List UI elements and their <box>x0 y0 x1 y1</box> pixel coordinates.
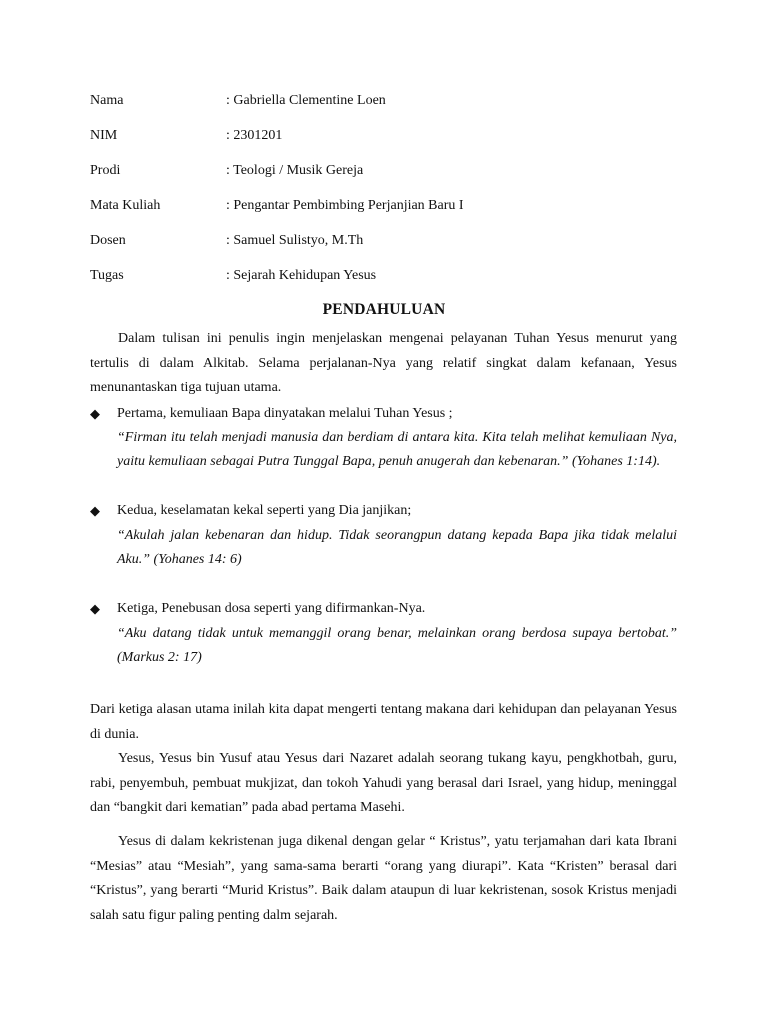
field-value: : Teologi / Musik Gereja <box>226 163 364 178</box>
field-prodi <box>90 161 690 181</box>
field-label: NIM <box>90 128 118 143</box>
field-label: Tugas <box>90 268 124 283</box>
field-value: : 2301201 <box>226 128 283 143</box>
field-tugas <box>90 266 690 286</box>
field-mata-kuliah <box>90 196 690 216</box>
bullet-text: Ketiga, Penebusan dosa seperti yang difirmankan-Nya. <box>117 601 426 616</box>
field-label: Mata Kuliah <box>90 198 161 213</box>
field-dosen <box>90 231 690 251</box>
body-paragraph: Dari ketiga alasan utama inilah kita dapat mengerti tentang makana dari kehidupan dan pelayanan Yesus di dunia. <box>90 702 677 742</box>
field-value: : Gabriella Clementine Loen <box>226 93 386 108</box>
body-paragraph: Yesus, Yesus bin Yusuf atau Yesus dari Nazaret adalah seorang tukang kayu, pengkhotbah, guru, rabi, penyembuh, pembuat mukjizat, dan tokoh Yahudi yang berasal dari Israel, yang hidup, meninggal dan “bangkit dari kematian” pada abad pertama Masehi. <box>90 751 677 815</box>
bullet-text: Kedua, keselamatan kekal seperti yang Dia janjikan; <box>117 503 412 518</box>
field-value: : Sejarah Kehidupan Yesus <box>226 268 377 283</box>
field-nim <box>90 126 690 146</box>
bible-quote: “Akulah jalan kebenaran dan hidup. Tidak seorangpun datang kepada Bapa jika tidak melalui Aku.” (Yohanes 14: 6) <box>117 528 677 567</box>
bible-quote: “Firman itu telah menjadi manusia dan berdiam di antara kita. Kita telah melihat kemuliaan Nya, yaitu kemuliaan sebagai Putra Tunggal Bapa, penuh anugerah dan kebenaran.” (Yohanes 1:14). <box>117 430 677 469</box>
field-value: : Samuel Sulistyo, M.Th <box>226 233 364 248</box>
body-paragraph: Yesus di dalam kekristenan juga dikenal dengan gelar “ Kristus”, yatu terjamahan dari kata Ibrani “Mesias” atau “Mesiah”, yang sama-sama berarti “orang yang diurapi”. Kata “Kristen” berasal dari “Kristus”, yang berarti “Murid Kristus”. Baik dalam ataupun di luar kekristenan, sosok Kristus menjadi salah satu figur paling penting dalm sejarah. <box>90 834 677 923</box>
field-label: Dosen <box>90 233 126 248</box>
section-title: PENDAHULUAN <box>322 301 446 318</box>
bullet-text: Pertama, kemuliaan Bapa dinyatakan melalui Tuhan Yesus ; <box>117 406 453 421</box>
field-value: : Pengantar Pembimbing Perjanjian Baru I <box>226 198 464 213</box>
bible-quote: “Aku datang tidak untuk memanggil orang benar, melainkan orang berdosa supaya bertobat.” (Markus 2: 17) <box>117 626 677 665</box>
diamond-bullet-icon: ◆ <box>90 503 100 518</box>
field-label: Nama <box>90 93 124 108</box>
diamond-bullet-icon: ◆ <box>90 601 100 616</box>
field-nama <box>90 91 690 111</box>
field-label: Prodi <box>90 163 121 178</box>
intro-paragraph: Dalam tulisan ini penulis ingin menjelaskan mengenai pelayanan Tuhan Yesus menurut yang tertulis di dalam Alkitab. Selama perjalanan-Nya yang relatif singkat dalam kefanaan, Yesus menunantaskan tiga tujuan utama. <box>90 331 677 395</box>
diamond-bullet-icon: ◆ <box>90 406 100 421</box>
